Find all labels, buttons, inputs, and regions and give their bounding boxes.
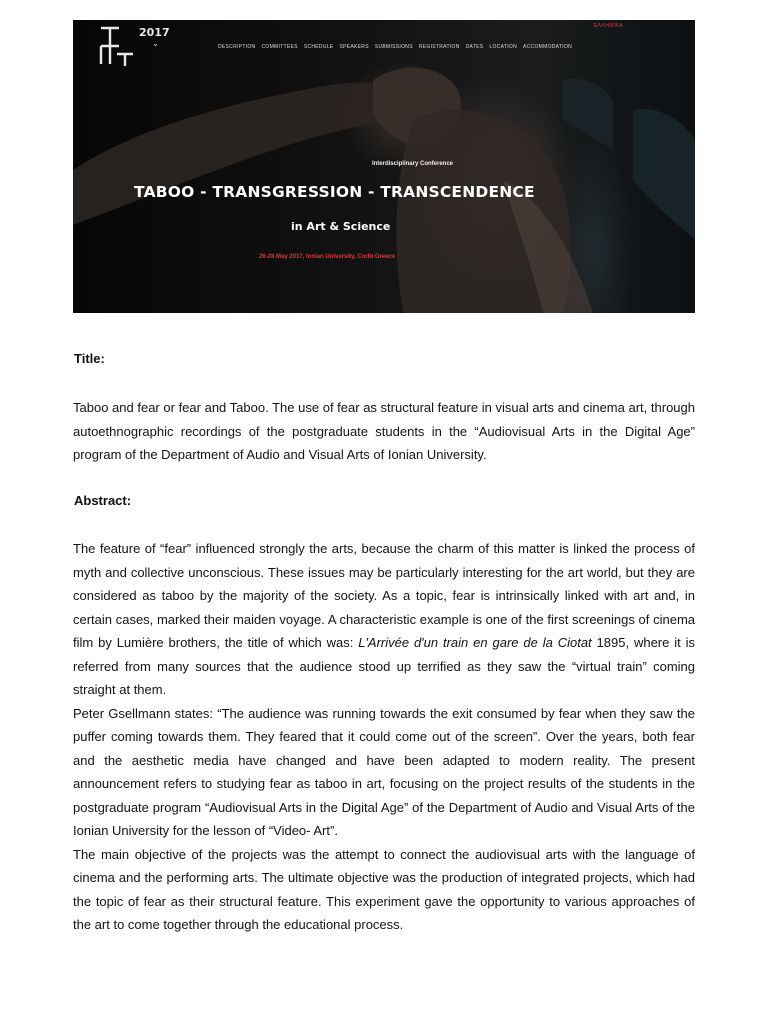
title-text: Taboo and fear or fear and Taboo. The use of fear as structural feature in visual arts and cinema art, through autoethnographic recordings of the postgraduate students in the “Audiovisual Arts in the Digital Age” program of the Department of Audio and Visual Arts of Ionian University.: [73, 400, 695, 462]
nav-item-schedule[interactable]: SCHEDULE: [303, 44, 334, 50]
film-title: L'Arrivée d'un train en gare de la Ciotat: [358, 635, 592, 650]
banner-dates: 26-28 May 2017, Ionian University, Corfu Greece: [259, 254, 396, 260]
language-link[interactable]: ΕΛΛΗΝΙΚΑ: [593, 23, 623, 29]
banner-kicker: Interdisciplinary Conference: [371, 161, 453, 167]
banner-headline: TABOO - TRANSGRESSION - TRANSCENDENCE: [134, 183, 535, 201]
abstract-p1-tail: 1895, where it is referred from many sources that the audience stood up terrified as they saw the “virtual train” coming straight at them.: [73, 635, 695, 697]
nav-item-dates[interactable]: DATES: [465, 44, 484, 50]
nav-item-committees[interactable]: COMMITTEES: [261, 44, 298, 50]
banner-headline-sub: in Art & Science: [291, 220, 391, 233]
abstract-paragraph-2: Peter Gsellmann states: “The audience was running towards the exit consumed by fear when they saw the puffer coming towards them. They feared that it could come out of the screen”. Over the years, both fear and the aesthetic media have changed and have been adapted to modern reality. The present announcement refers to studying fear as taboo in art, focusing on the project results of the students in the postgraduate program “Audiovisual Arts in the Digital Age” of the Department of Audio and Visual Arts of the Ionian University for the lesson of “Video- Art”.: [73, 705, 695, 838]
nav-item-speakers[interactable]: SPEAKERS: [339, 44, 369, 50]
abstract-heading: Abstract:: [74, 493, 132, 508]
nav-item-accommodation[interactable]: ACCOMMODATION: [523, 44, 573, 50]
nav-item-location[interactable]: LOCATION: [489, 44, 517, 50]
nav-item-description[interactable]: DESCRIPTION: [218, 44, 256, 50]
nav-item-registration[interactable]: REGISTRATION: [418, 44, 460, 50]
banner-nav: [218, 44, 572, 50]
abstract-p1-text: The feature of “fear” influenced strongly the arts, because the charm of this matter is linked the process of myth and collective unconscious. These issues may be particularly interesting for the art world, but they are considered as taboo by the majority of the society. As a topic, fear is intrinsically linked with art and, in certain cases, marked their maiden voyage. A characteristic example is one of the first screenings of cinema film by Lumière brothers, the title of which was:: [73, 541, 695, 650]
abstract-paragraph-3: The main objective of the projects was the attempt to connect the audiovisual arts with the language of cinema and the performing arts. The ultimate objective was the production of integrated projects, which had the topic of fear as their structural feature. This experiment gave the opportunity to various approaches of the art to come together through the educational process.: [73, 846, 695, 932]
conference-banner-image: [73, 20, 695, 313]
logo-year: 2017: [139, 26, 170, 39]
chevron-down-icon: ⌄: [152, 39, 159, 48]
abstract-body: [73, 537, 695, 937]
nav-item-submissions[interactable]: SUBMISSIONS: [374, 44, 413, 50]
abstract-paragraph-1: [73, 537, 695, 702]
title-heading: Title:: [74, 351, 105, 366]
